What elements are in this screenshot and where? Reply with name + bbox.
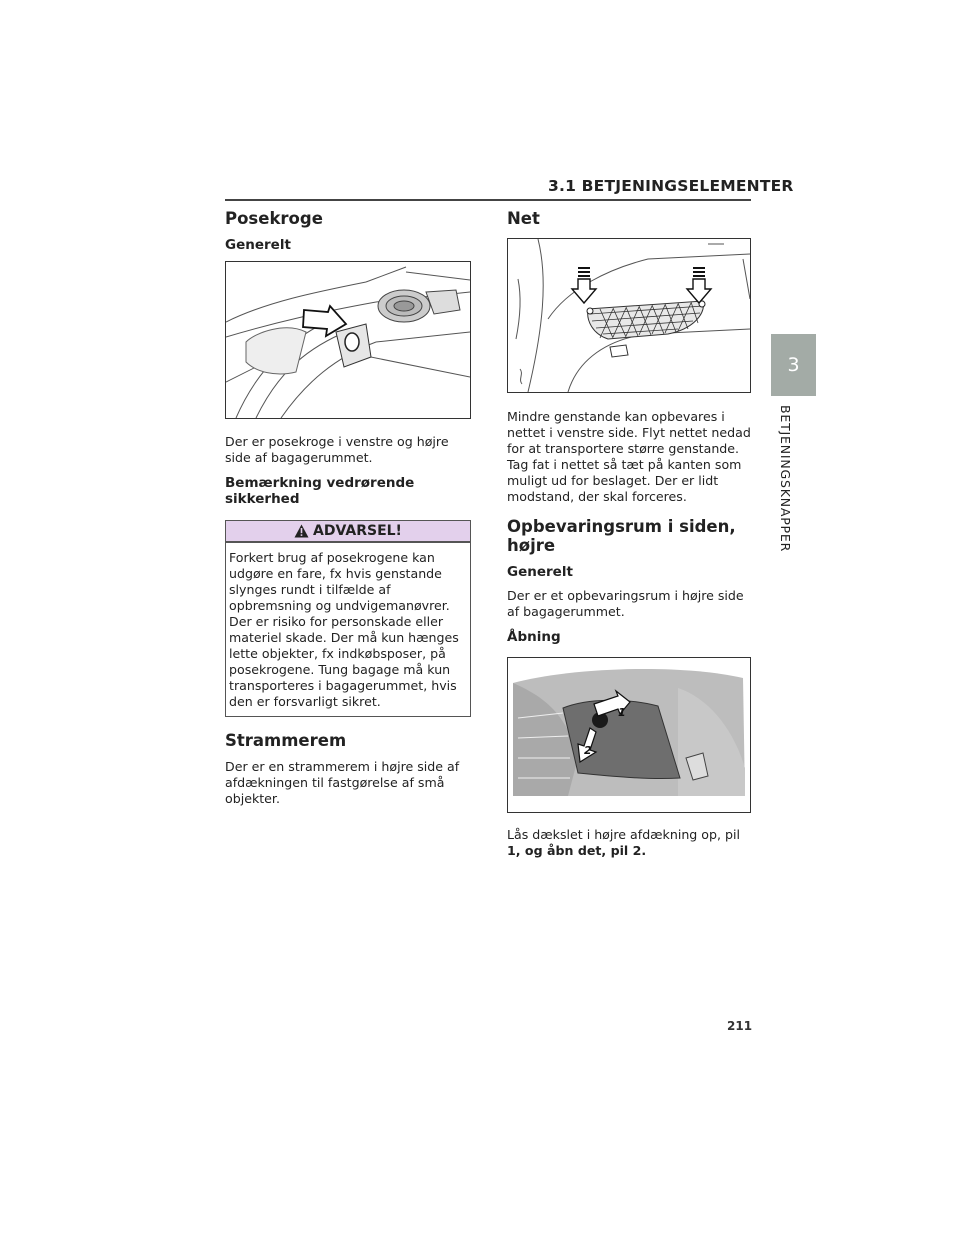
- subheading-generelt: Generelt: [225, 237, 291, 253]
- net-illustration: [507, 238, 751, 393]
- subheading-safety: Bemærkning vedrørende sikkerhed: [225, 475, 415, 507]
- opening-text-plain: Lås dækslet i højre afdækning op, pil: [507, 827, 741, 842]
- header-rule: [225, 199, 751, 201]
- warning-text: Forkert brug af posekrogene kan udgøre en fare, fx hvis genstande slynges rundt i tilfælde af opbremsning og undvigemanøvrer. Der er risiko for personskade eller materiel skade. Der må kun hænges lette objekter, fx indkøbsposer, på posekrogene. Tung bagage må kun transporteres i bagagerummet, hvis den er forsvarligt sikret.: [229, 550, 459, 709]
- posekroge-description: Der er posekroge i venstre og højre side af bagagerummet.: [225, 434, 449, 465]
- page-number: 211: [727, 1019, 753, 1033]
- warning-triangle-icon: [294, 524, 309, 538]
- running-header: 3.1 BETJENINGSELEMENTER: [548, 177, 794, 195]
- arrow-label-2: 2: [584, 744, 592, 757]
- arrow-label-1: 1: [618, 706, 626, 719]
- subheading-aabning: Åbning: [507, 629, 561, 645]
- chapter-label: BETJENINGSKNAPPER: [778, 405, 793, 553]
- left-column: [225, 209, 471, 807]
- warning-header: [226, 521, 470, 543]
- section-heading-storage: Opbevaringsrum i siden, højre: [507, 517, 736, 555]
- section-heading-posekroge: Posekroge: [225, 209, 323, 228]
- storage-description: Der er et opbevaringsrum i højre side af bagagerummet.: [507, 588, 744, 619]
- opening-description: [507, 827, 751, 859]
- warning-title: ADVARSEL!: [313, 523, 402, 539]
- section-heading-strammerem: Strammerem: [225, 731, 347, 750]
- subheading-storage-generelt: Generelt: [507, 564, 573, 580]
- net-description: Mindre genstande kan opbevares i nettet i venstre side. Flyt nettet nedad for at transportere større genstande. Tag fat i nettet så tæt på kanten som muligt ud for beslaget. Der er lidt modstand, der skal forceres.: [507, 409, 751, 504]
- storage-compartment-illustration: [507, 657, 751, 813]
- bag-hook-illustration: [225, 261, 471, 419]
- section-heading-net: Net: [507, 209, 540, 228]
- opening-text-bold: 1, og åbn det, pil 2.: [507, 843, 647, 858]
- right-column: [507, 209, 751, 859]
- warning-box: [225, 520, 471, 717]
- strammerem-description: Der er en strammerem i højre side af afdækningen til fastgørelse af små objekter.: [225, 759, 460, 806]
- chapter-tab[interactable]: 3: [771, 334, 816, 396]
